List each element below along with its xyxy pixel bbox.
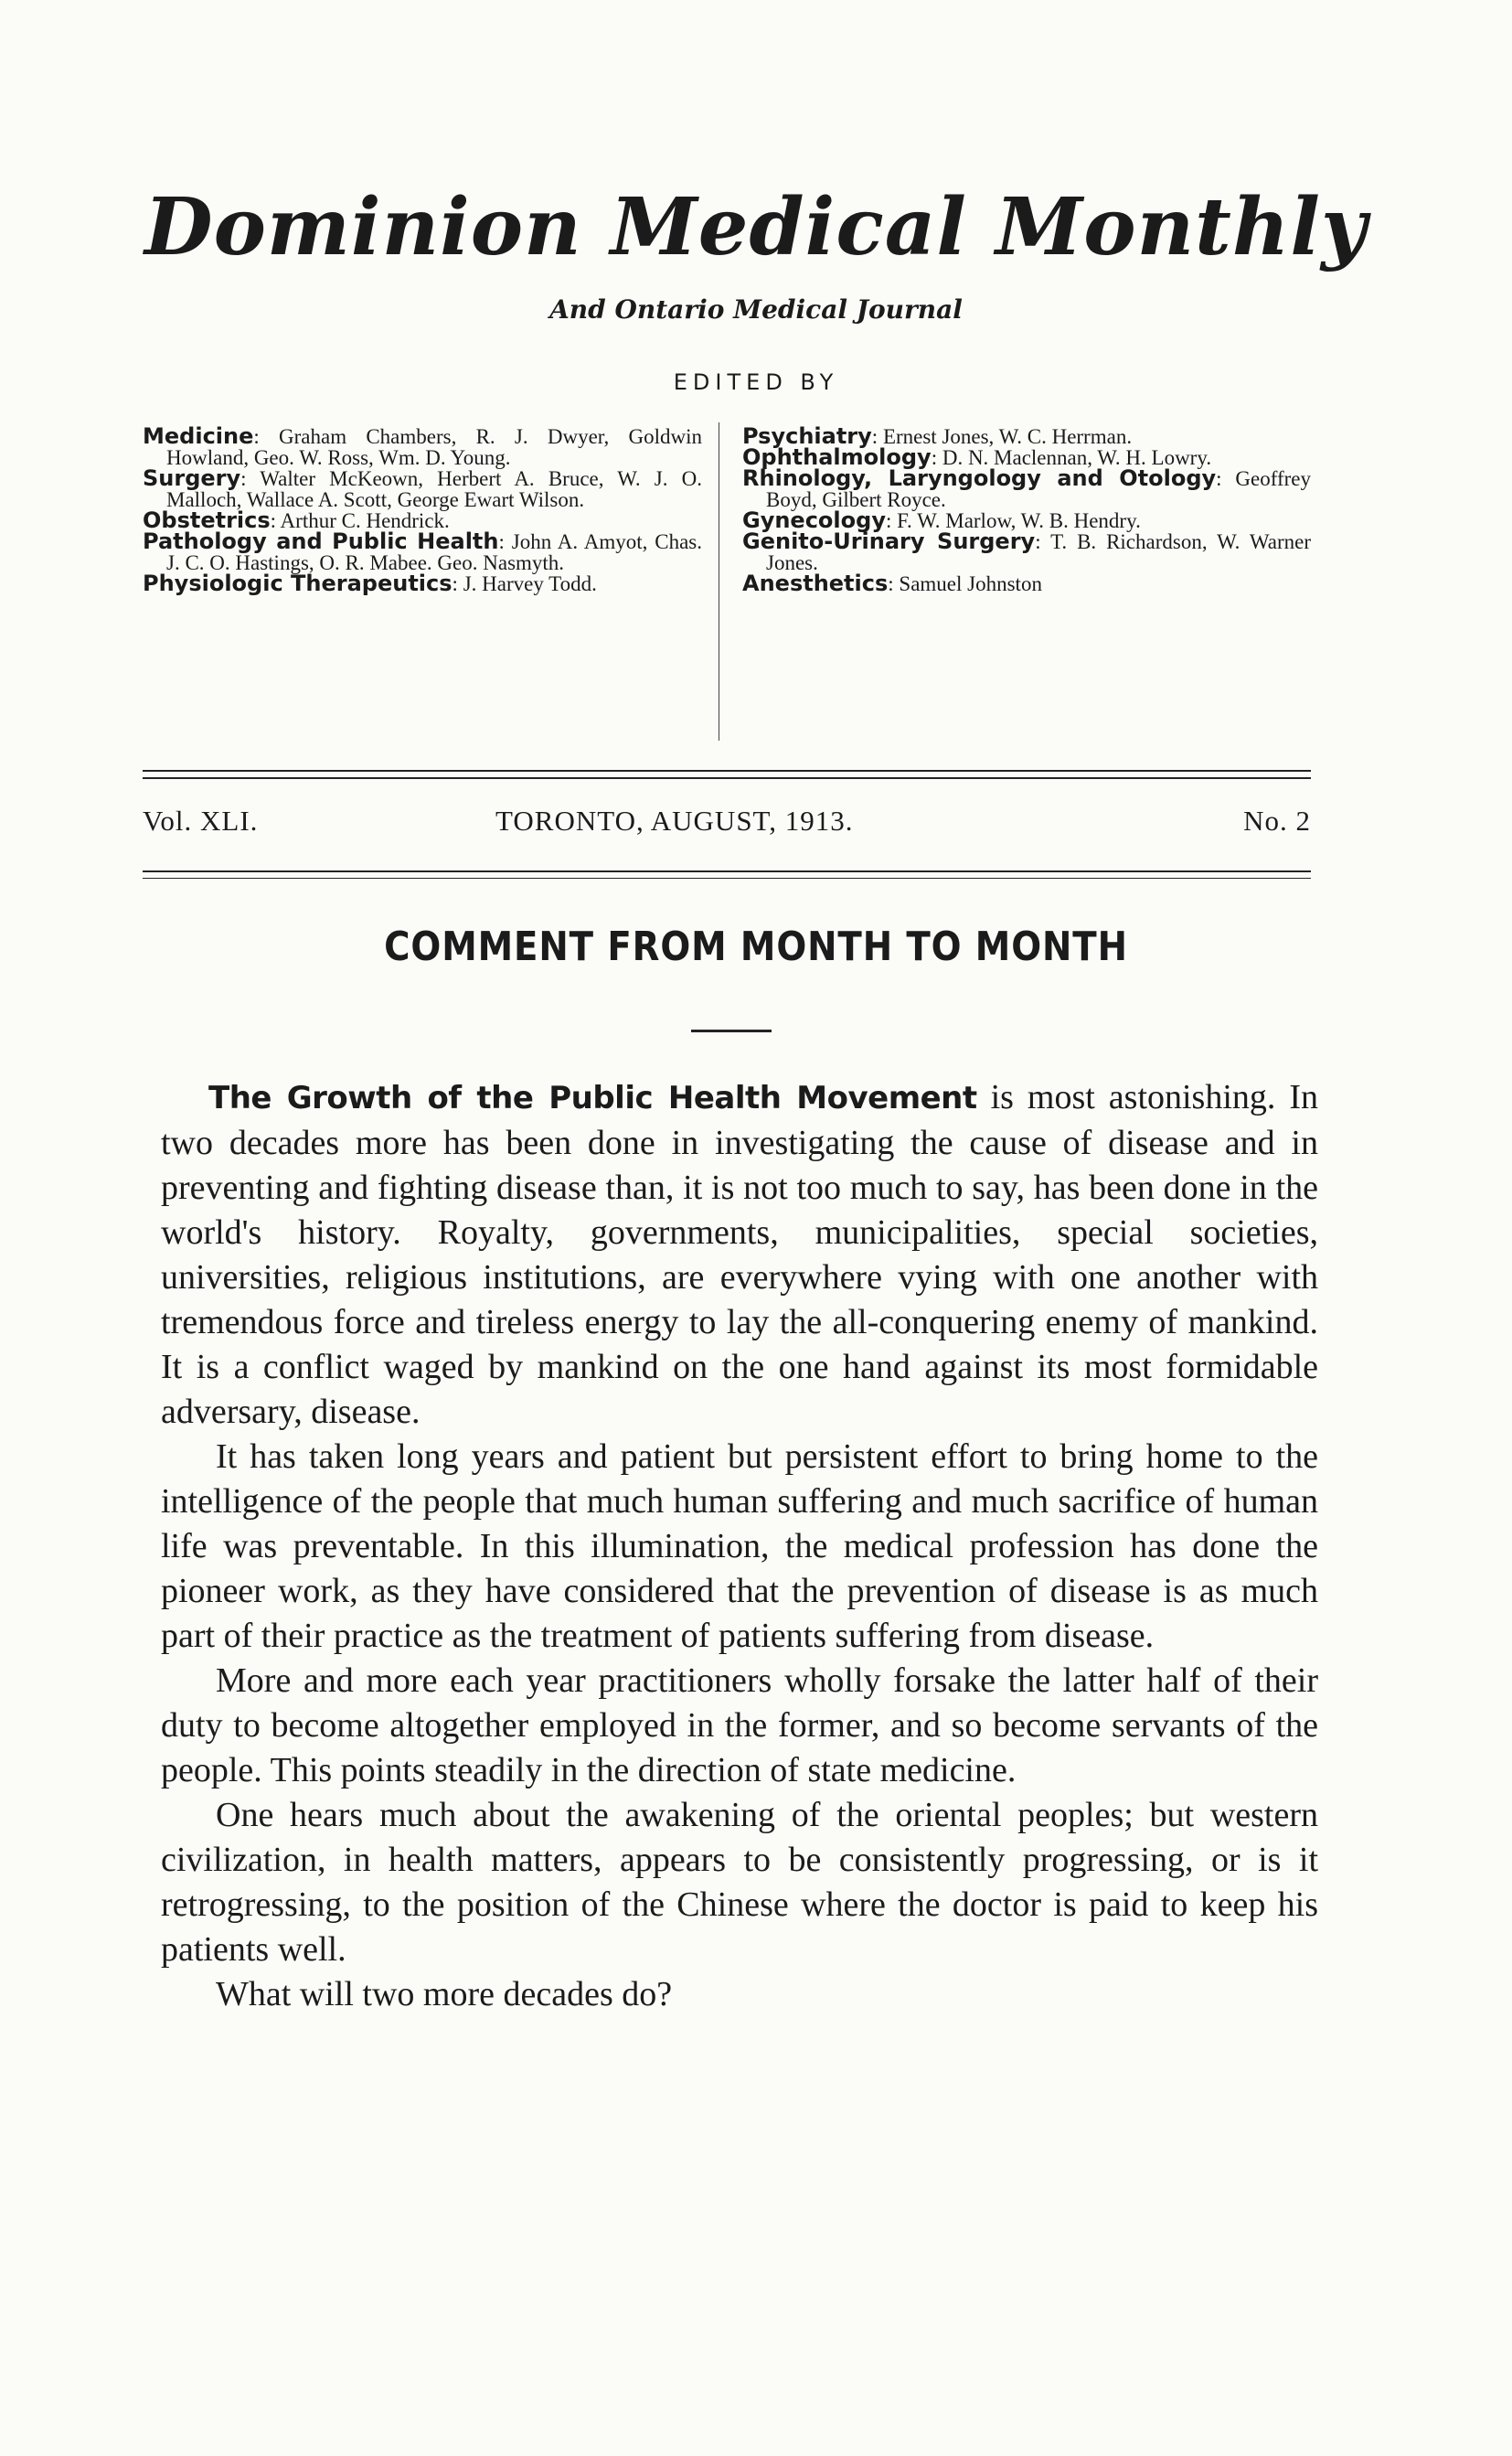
editors-right-column <box>742 423 1312 596</box>
editor-entry-obstetrics: Obstetrics: Arthur C. Hendrick. <box>143 507 450 533</box>
editor-field: Genito-Urinary Surgery <box>742 529 1036 554</box>
editor-entry-psychiatry: Psychiatry: Ernest Jones, W. C. Herrman. <box>742 423 1133 449</box>
paragraph-text: is most astonishing. In two decades more has been done in investigating the cause of disease and in preventing and fighting disease than, it is not too much to say, has been done in the world's history. Royalty, governments, municipalities, special societies, universities, religious institutions, are everywhere vying with one another with tremendous force and tireless energy to lay the all-conquering enemy of mankind. It is a conflict waged by mankind on the one hand against its most formidable adversary, disease. <box>161 1078 1319 1431</box>
header-rule-bottom <box>143 777 1311 779</box>
editor-entry-gynecology: Gynecology: F. W. Marlow, W. B. Hendry. <box>742 507 1141 533</box>
edited-by-label: EDITED BY <box>673 369 839 395</box>
editor-names: D. N. Maclennan, W. H. Lowry. <box>942 446 1212 469</box>
article-paragraph <box>161 1075 1318 1435</box>
issue-rule-top <box>143 870 1311 872</box>
editor-field: Gynecology <box>742 507 886 533</box>
editor-field: Ophthalmology <box>742 444 932 470</box>
heading-divider <box>691 1030 772 1032</box>
editor-field: Surgery <box>143 465 241 491</box>
article-run-in-title: The Growth of the Public Health Movement <box>208 1080 977 1116</box>
header-rule-top <box>143 770 1311 772</box>
journal-title: Dominion Medical Monthly <box>144 181 1368 273</box>
editor-entry-medicine: Medicine: Graham Chambers, R. J. Dwyer, Goldwin Howland, Geo. W. Ross, Wm. D. Young. <box>143 423 703 469</box>
article-paragraph: It has taken long years and patient but persistent effort to bring home to the intelligence of the people that much human suffering and much sacrifice of human life was preventable. In this illumination, the medical profession has done the pioneer work, as they have considered that the prevention of disease is as much part of their practice as the treatment of patients suffering from disease. <box>161 1437 1318 1655</box>
editor-field: Medicine <box>143 423 254 449</box>
editor-names: Samuel Johnston <box>899 572 1042 595</box>
editors-left-column <box>143 423 703 596</box>
editor-entry-rhinology: Rhinology, Laryngology and Otology: Geoffrey Boyd, Gilbert Royce. <box>742 465 1311 511</box>
article-paragraph: One hears much about the awakening of the oriental peoples; but western civilization, in health matters, appears to be consistently progressing, or is it retrogressing, to the position of the Chinese where the doctor is paid to keep his patients well. <box>161 1796 1318 1969</box>
issue-place-date: TORONTO, AUGUST, 1913. <box>495 805 854 837</box>
editor-field: Psychiatry <box>742 423 872 449</box>
section-heading: COMMENT FROM MONTH TO MONTH <box>384 924 1128 970</box>
editor-field: Obstetrics <box>143 507 271 533</box>
editor-field: Pathology and Public Health <box>143 529 499 554</box>
editor-names: T. B. Richardson, W. Warner Jones. <box>766 530 1312 574</box>
volume-number: Vol. XLI. <box>143 805 259 837</box>
editor-names: Graham Chambers, R. J. Dwyer, Goldwin Howland, Geo. W. Ross, Wm. D. Young. <box>166 425 703 469</box>
article-paragraph: What will two more decades do? <box>216 1975 673 2013</box>
editor-names: Arthur C. Hendrick. <box>280 509 450 532</box>
issue-rule-bottom <box>143 878 1311 879</box>
editor-entry-genito-urinary: Genito-Urinary Surgery: T. B. Richardson, W. Warner Jones. <box>742 529 1312 574</box>
editor-field: Rhinology, Laryngology and Otology <box>742 465 1217 491</box>
editor-field: Anesthetics <box>742 571 889 596</box>
editor-names: F. W. Marlow, W. B. Hendry. <box>897 509 1141 532</box>
issue-number: No. 2 <box>1243 805 1311 837</box>
editor-entry-ophthalmology: Ophthalmology: D. N. Maclennan, W. H. Lowry. <box>742 444 1212 470</box>
editor-entry-pathology: Pathology and Public Health: John A. Amyot, Chas. J. C. O. Hastings, O. R. Mabee. Geo. Nasmyth. <box>143 529 703 574</box>
journal-subtitle: And Ontario Medical Journal <box>549 294 963 325</box>
editor-names: J. Harvey Todd. <box>463 572 597 595</box>
editor-entry-therapeutics: Physiologic Therapeutics: J. Harvey Todd. <box>143 571 597 596</box>
editor-entry-surgery: Surgery: Walter McKeown, Herbert A. Bruce, W. J. O. Malloch, Wallace A. Scott, George Ewart Wilson. <box>143 465 702 511</box>
editor-names: Walter McKeown, Herbert A. Bruce, W. J. O. Malloch, Wallace A. Scott, George Ewart Wilson. <box>166 467 702 511</box>
editor-names: Ernest Jones, W. C. Herrman. <box>882 425 1133 448</box>
editor-entry-anesthetics: Anesthetics: Samuel Johnston <box>742 571 1042 596</box>
article-paragraph: More and more each year practitioners wholly forsake the latter half of their duty to become altogether employed in the former, and so become servants of the people. This points steadily in the direction of state medicine. <box>161 1661 1318 1789</box>
editor-field: Physiologic Therapeutics <box>143 571 453 596</box>
editor-names: Geoffrey Boyd, Gilbert Royce. <box>766 467 1311 511</box>
editor-names: John A. Amyot, Chas. J. C. O. Hastings, O. R. Mabee. Geo. Nasmyth. <box>166 530 703 574</box>
article-body <box>161 1075 1318 2017</box>
